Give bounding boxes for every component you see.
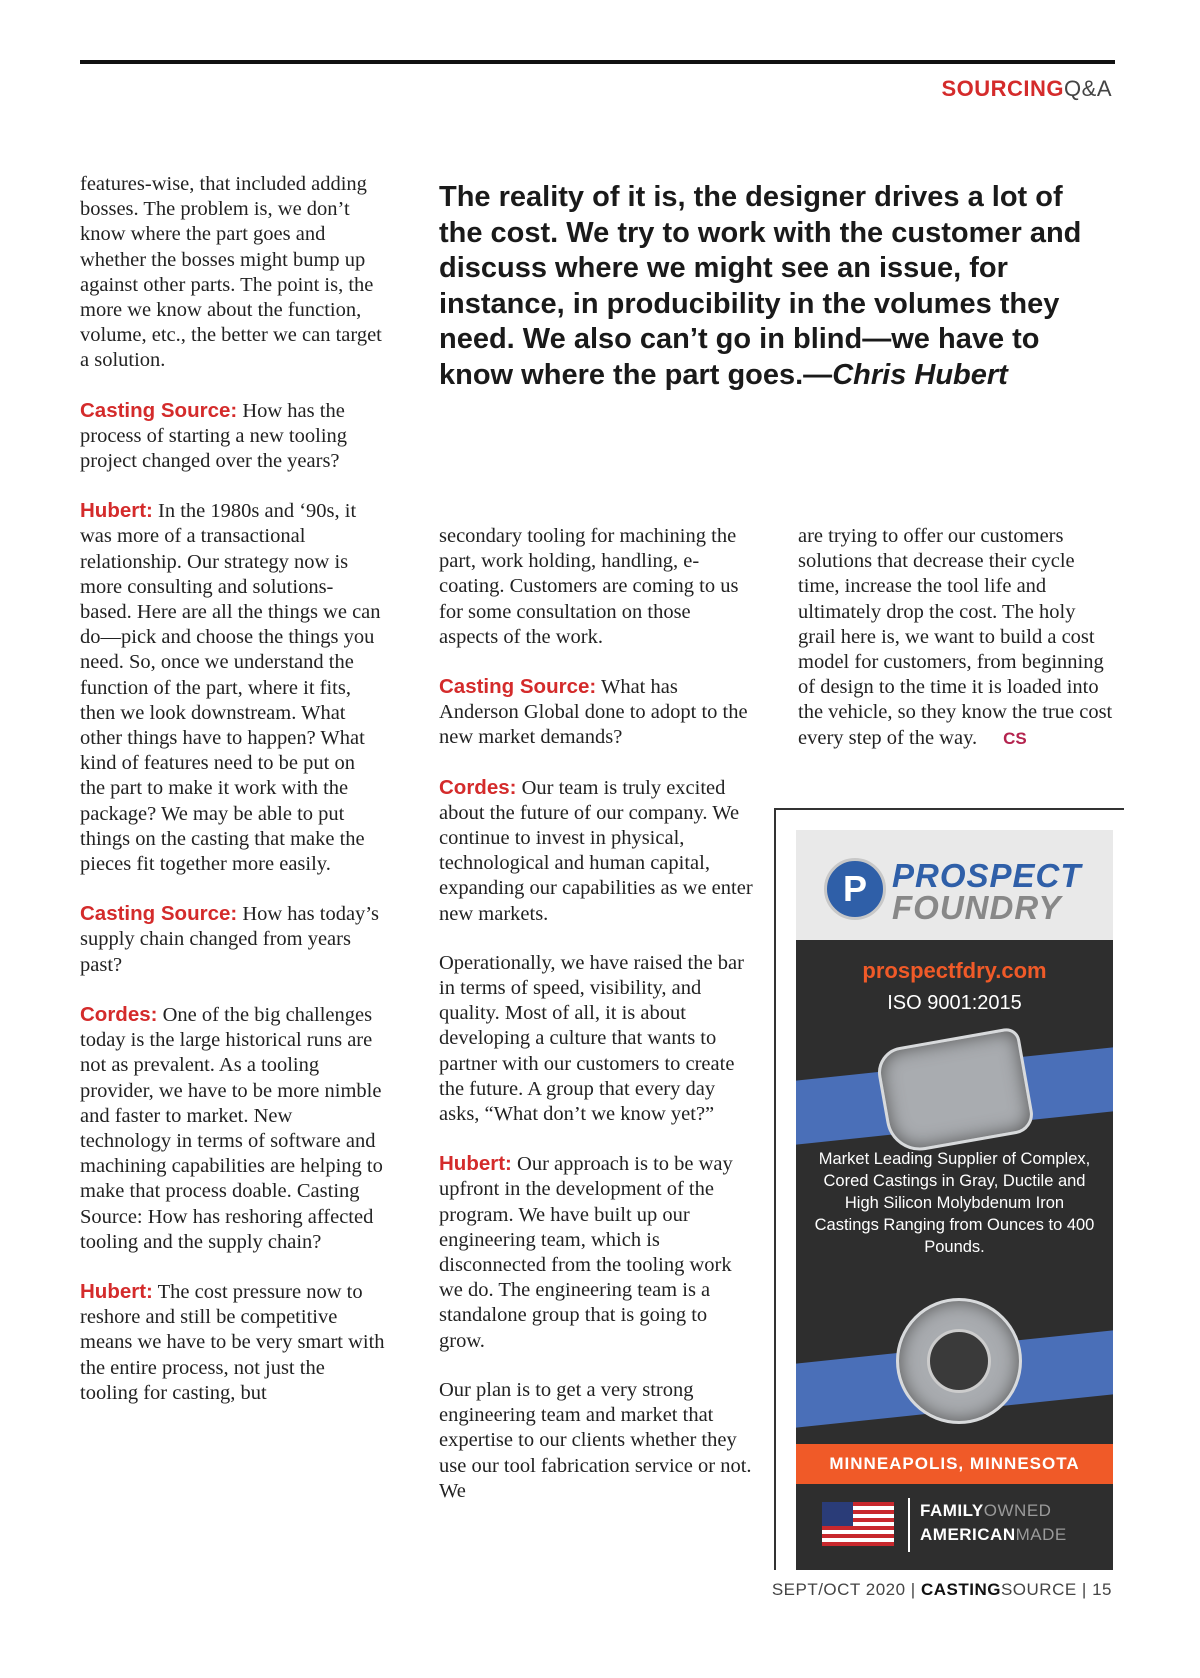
speaker-label: Casting Source:	[80, 902, 238, 926]
answer	[439, 775, 754, 927]
ad-website[interactable]: prospectfdry.com	[862, 958, 1047, 983]
header-rule	[80, 60, 1115, 64]
answer	[80, 1279, 385, 1406]
question	[80, 398, 385, 475]
ad-certification: ISO 9001:2015	[887, 992, 1022, 1014]
paragraph: features-wise, that included adding bosses. The problem is, we don’t know where the part goes and whether the bosses might bump up against other parts. The point is, the more we know about the function, volume, etc., the better we can target a solution.	[80, 173, 382, 372]
paragraph	[798, 524, 1118, 751]
answer-text: The cost pressure now to reshore and still be competitive means we have to be very smart with the entire process, not just the tooling for casting, but	[80, 1280, 385, 1404]
issue-date: SEPT/OCT 2020	[771, 1580, 906, 1599]
ad-tagline-american-made	[920, 1524, 1067, 1546]
ad-tagline-family-owned	[920, 1500, 1051, 1522]
end-mark: CS	[1003, 728, 1027, 748]
flag-canton	[822, 1502, 853, 1526]
ad-location: MINNEAPOLIS, MINNESOTA	[796, 1444, 1113, 1484]
pull-quote-attribution: Chris Hubert	[832, 358, 1008, 391]
ad-divider	[908, 1498, 910, 1552]
question	[80, 901, 385, 978]
tag-bold: FAMILY	[920, 1501, 984, 1520]
brand-name-line1: PROSPECT	[892, 857, 1082, 894]
tag-bold: AMERICAN	[920, 1525, 1016, 1544]
paragraph: secondary tooling for machining the part, work holding, handling, e-coating. Customers are coming to us for some consultation on those aspects of the work.	[439, 525, 739, 648]
ad-description: Market Leading Supplier of Complex, Cored Castings in Gray, Ductile and High Silicon Molybdenum Iron Castings Ranging from Ounces to 400 Pounds.	[814, 1150, 1095, 1256]
magazine-name-light: SOURCE	[1000, 1580, 1077, 1599]
casting-image	[874, 1026, 1036, 1156]
page-number: 15	[1092, 1580, 1112, 1599]
casting-bore	[927, 1329, 991, 1393]
foundry-logo-icon: P	[824, 858, 886, 920]
question-text: How has the process of starting a new tooling project changed over the years?	[80, 399, 348, 473]
section-title-bold: SOURCING	[941, 76, 1065, 101]
article-column-3	[798, 524, 1118, 775]
answer-text: Our team is truly excited about the future of our company. We continue to invest in physical, technological and human capital, expanding our capabilities as we enter new markets.	[439, 776, 753, 925]
speaker-label: Hubert:	[80, 1279, 153, 1303]
ad-logo	[796, 830, 1113, 940]
page-footer	[772, 1580, 1112, 1600]
answer-text: In the 1980s and ‘90s, it was more of a transactional relationship. Our strategy now is more consulting and solutions-based. Here are all the things we can do—pick and choose the things you need. So, once we understand the function of the part, where it fits, then we look downstream. What other things have to happen? What kind of features need to be put on the part to make it work with the package? We may be able to put things on the casting that make the pieces fit together more easily.	[80, 500, 381, 876]
paragraph: Our plan is to get a very strong engineering team and market that expertise to our clients whether they use our tool fabrication service or not. We	[439, 1378, 752, 1502]
pull-quote	[439, 180, 1099, 393]
tag-light: MADE	[1015, 1525, 1067, 1544]
speaker-label: Cordes:	[80, 1002, 158, 1026]
section-title	[941, 76, 1112, 102]
speaker-label: Casting Source:	[80, 398, 238, 422]
speaker-label: Hubert:	[80, 499, 153, 523]
answer	[439, 1151, 754, 1354]
question-text: What has Anderson Global done to adopt to the new market demands?	[439, 676, 748, 749]
speaker-label: Casting Source:	[439, 675, 597, 699]
question-text: How has today’s supply chain changed from years past?	[80, 903, 379, 976]
speaker-label: Cordes:	[439, 775, 517, 799]
casting-image	[896, 1298, 1022, 1424]
us-flag-icon	[822, 1502, 894, 1546]
brand-name-line2: FOUNDRY	[892, 889, 1062, 926]
paragraph-text: are trying to offer our customers solutions that decrease their cycle time, increase the tool life and ultimately drop the cost. The holy grail here is, we want to build a cost model for customers, from beginning of design to the time it is loaded into the vehicle, so they know the true cost every step of the way.	[798, 525, 1113, 749]
tag-light: OWNED	[983, 1501, 1052, 1520]
answer	[80, 498, 385, 877]
prospect-foundry-ad[interactable]	[796, 830, 1113, 1570]
answer-text: One of the big challenges today is the large historical runs are not as prevalent. As a tooling provider, we have to be more nimble and faster to market. New technology in terms of software and machining capabilities are helping to make that process doable. Casting Source: How has reshoring affected tooling and the supply chain?	[80, 1003, 383, 1253]
article-column-1	[80, 172, 385, 1430]
speaker-label: Hubert:	[439, 1152, 512, 1176]
article-column-2	[439, 524, 754, 1528]
pull-quote-text: The reality of it is, the designer drives a lot of the cost. We try to work with the customer and discuss where we might see an issue, for instance, in producibility in the volumes they need. We also can’t go in blind—we have to know where the part goes.—	[439, 181, 1082, 391]
section-title-light: Q&A	[1064, 76, 1112, 101]
separator: |	[1081, 1580, 1087, 1599]
answer	[80, 1002, 385, 1255]
paragraph: Operationally, we have raised the bar in terms of speed, visibility, and quality. Most of all, it is about developing a culture that wants to partner with our customers to create the future. A group that every day asks, “What don’t we know yet?”	[439, 951, 744, 1126]
answer-text: Our approach is to be way upfront in the development of the program. We have built up our engineering team, which is disconnected from the tooling work we do. The engineering team is a standalone group that is going to grow.	[439, 1153, 733, 1352]
question	[439, 674, 754, 751]
separator: |	[910, 1580, 916, 1599]
magazine-name-bold: CASTING	[920, 1580, 1001, 1599]
